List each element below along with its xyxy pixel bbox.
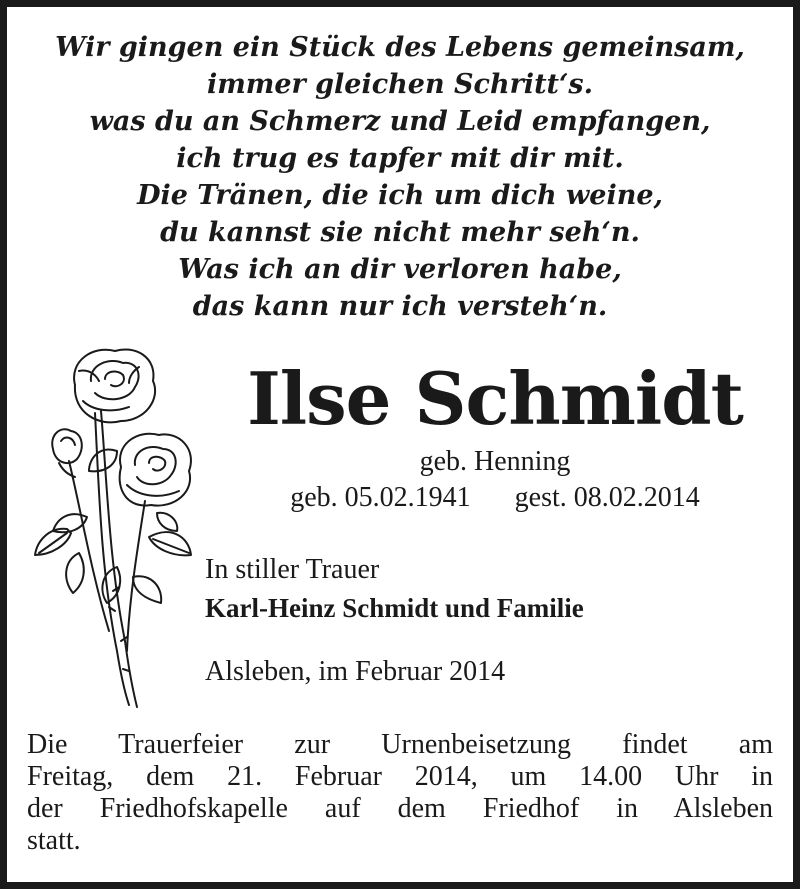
deceased-name: Ilse Schmidt bbox=[247, 356, 743, 441]
memorial-poem bbox=[7, 29, 793, 325]
rose-illustration bbox=[29, 341, 197, 713]
poem-line: was du an Schmerz und Leid empfangen, bbox=[89, 106, 711, 137]
funeral-notice-line: der Friedhofskapelle auf dem Friedhof in Alsleben bbox=[27, 793, 773, 824]
funeral-notice-line: statt. bbox=[27, 825, 81, 856]
poem-line: immer gleichen Schritt‘s. bbox=[206, 69, 594, 100]
rose-bloom-middle bbox=[120, 434, 191, 506]
funeral-notice-line: Die Trauerfeier zur Urnenbeisetzung findet am bbox=[27, 729, 773, 760]
rose-bud bbox=[52, 429, 82, 477]
maiden-name: geb. Henning bbox=[419, 446, 571, 477]
funeral-notice bbox=[27, 729, 773, 857]
poem-line: du kannst sie nicht mehr seh‘n. bbox=[160, 217, 640, 248]
mourners: Karl-Heinz Schmidt und Familie bbox=[205, 593, 584, 623]
death-date: gest. 08.02.2014 bbox=[514, 482, 700, 513]
mourning-label: In stiller Trauer bbox=[205, 554, 380, 585]
rose-bloom-top bbox=[74, 349, 155, 422]
funeral-notice-line: Freitag, dem 21. Februar 2014, um 14.00 Uhr in bbox=[27, 761, 773, 792]
poem-line: Die Tränen, die ich um dich weine, bbox=[137, 180, 663, 211]
life-dates bbox=[207, 481, 783, 515]
birth-date: geb. 05.02.1941 bbox=[290, 482, 471, 513]
poem-line: das kann nur ich versteh‘n. bbox=[192, 291, 608, 322]
rose-leaves bbox=[35, 450, 191, 603]
poem-line: Was ich an dir verloren habe, bbox=[178, 254, 622, 285]
poem-line: ich trug es tapfer mit dir mit. bbox=[176, 143, 624, 174]
place-and-date: Alsleben, im Februar 2014 bbox=[205, 656, 506, 687]
poem-line: Wir gingen ein Stück des Lebens gemeinsam, bbox=[55, 32, 745, 63]
